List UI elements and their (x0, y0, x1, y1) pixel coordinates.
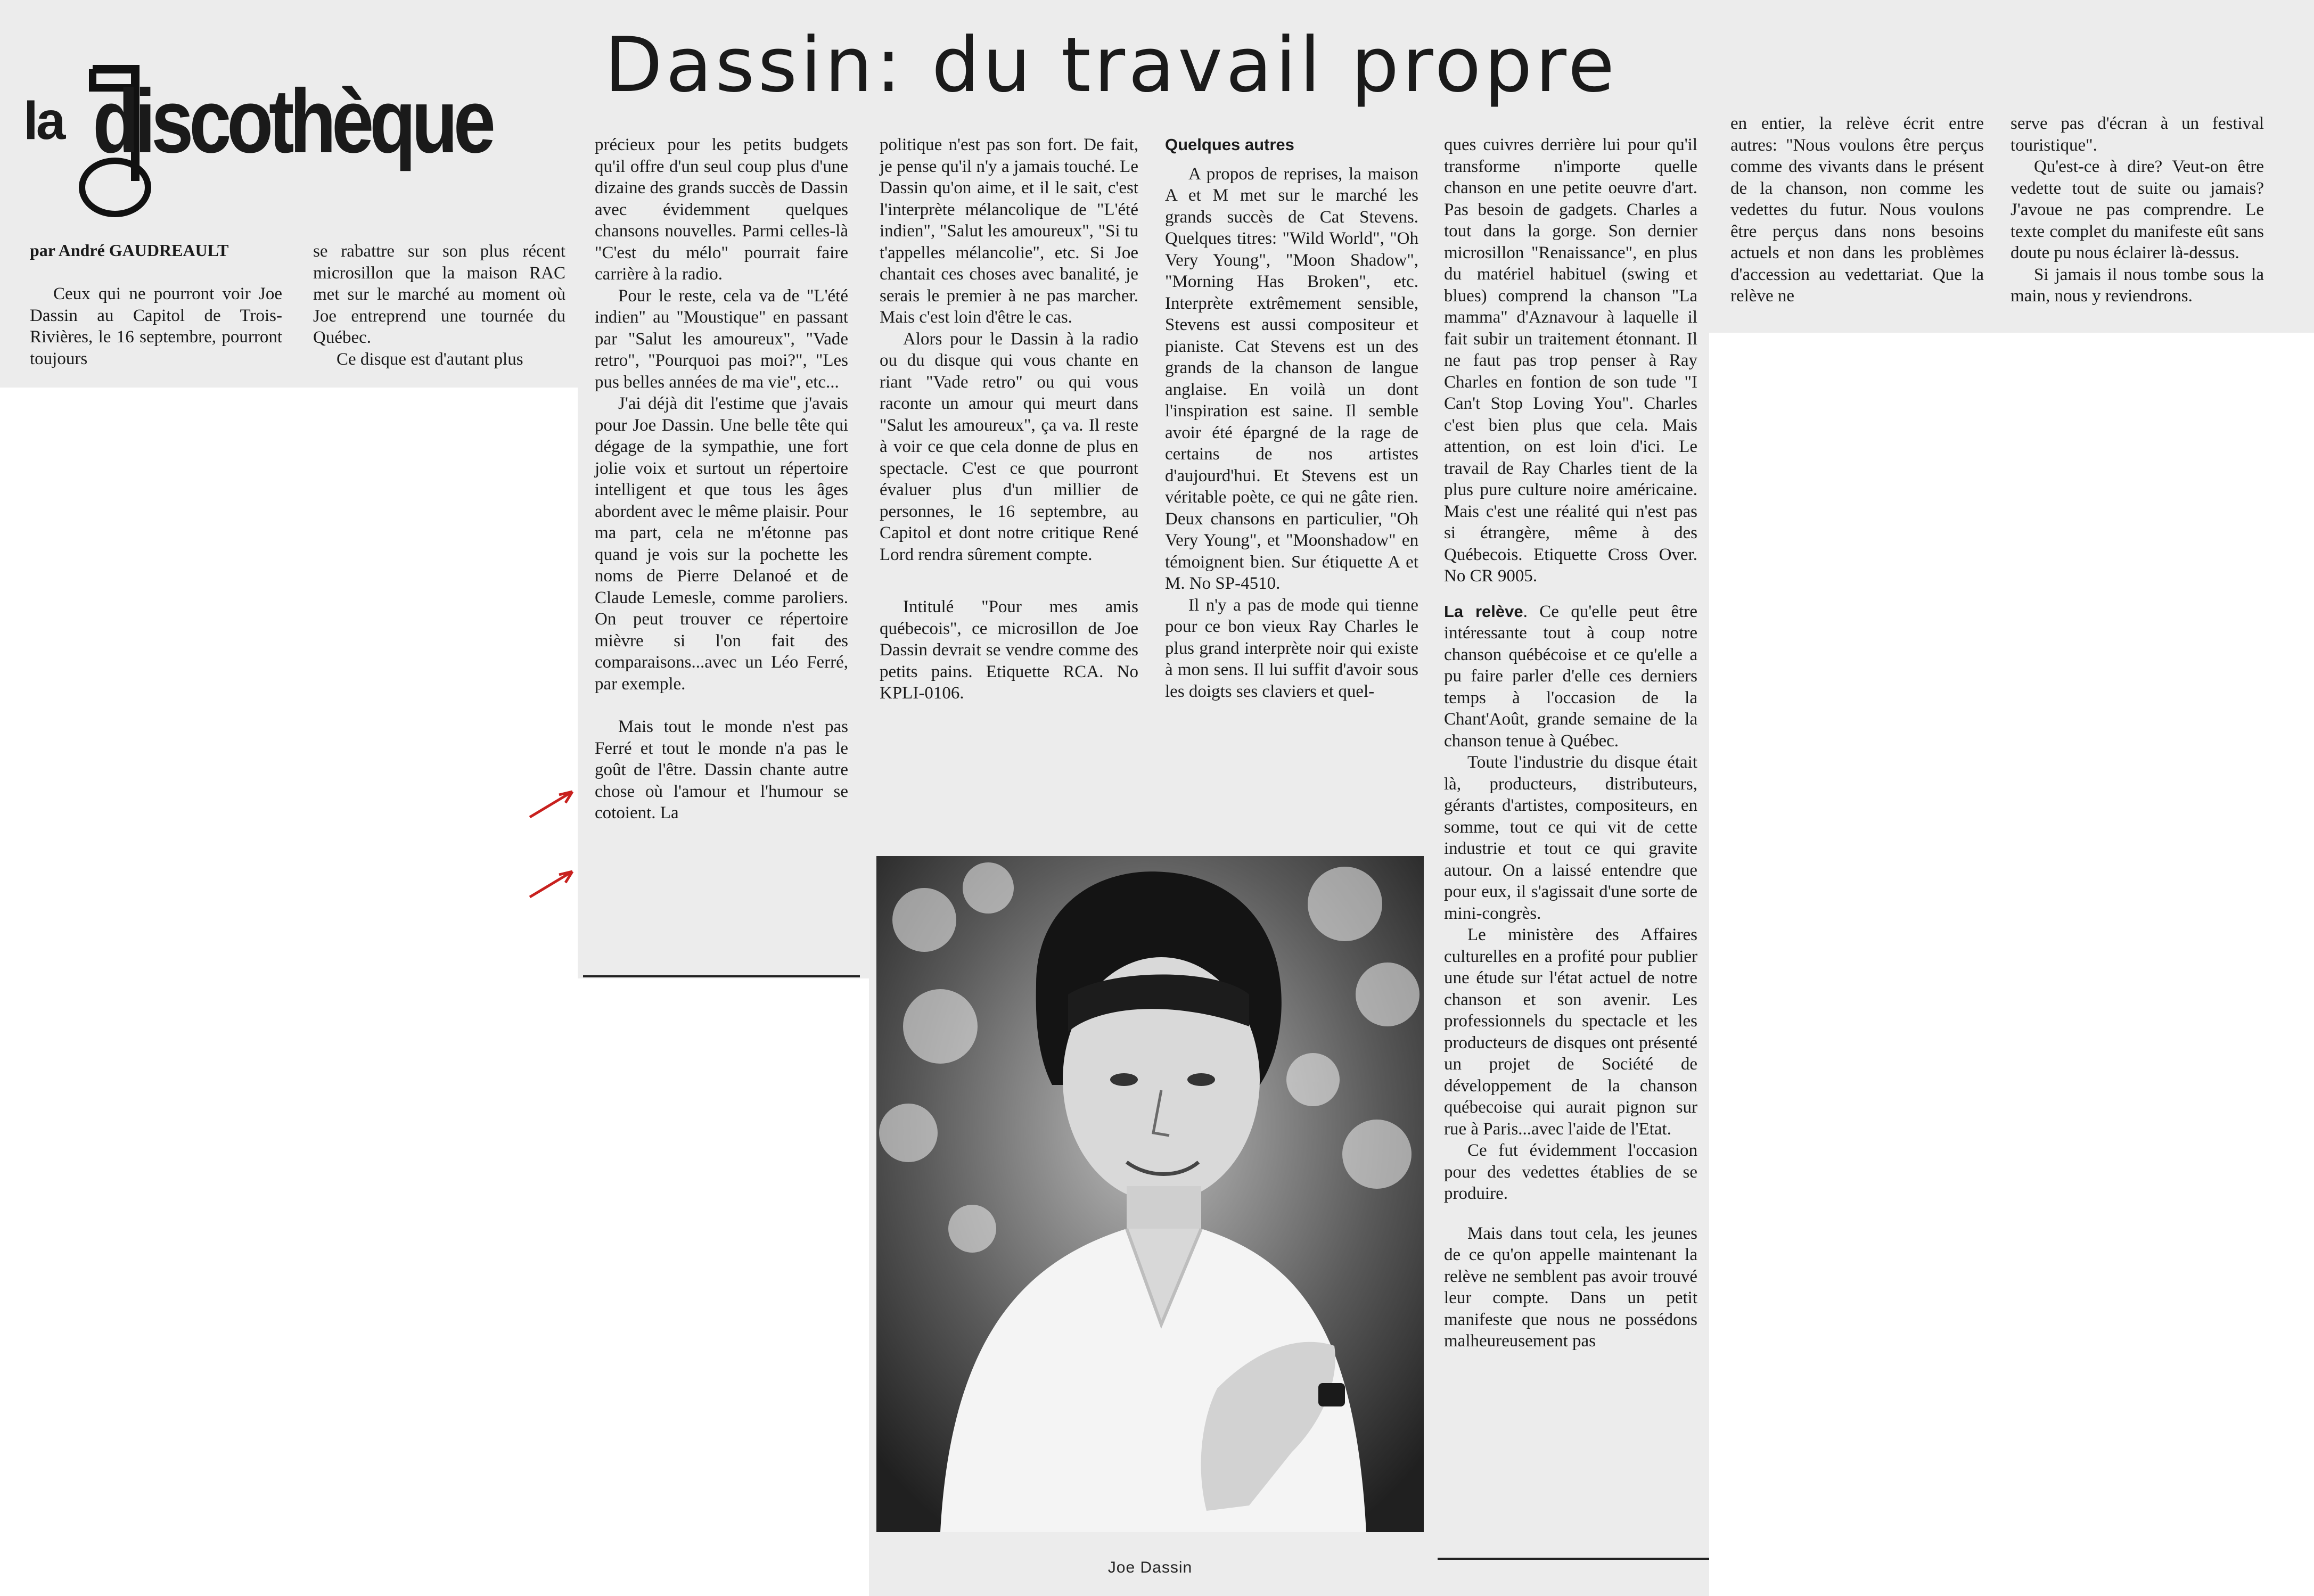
paragraph: précieux pour les petits budgets qu'il offre d'un seul coup plus d'une dizaine des grands succès de Dassin avec évidemment quelques chansons nouvelles. Parmi celles-là "C'est du mélo" pourrait faire carrière à la radio. (595, 135, 848, 284)
column-6 (1444, 134, 1697, 1352)
headline: Dassin: du travail propre (604, 21, 1618, 109)
byline-author: André GAUDREAULT (58, 241, 229, 260)
paragraph: Intitulé "Pour mes amis québecois", ce microsillon de Joe Dassin devrait se vendre comme des petits pains. Etiquette RCA. No KPLI-0106. (880, 597, 1138, 703)
column-4 (880, 134, 1138, 704)
paragraph: ques cuivres derrière lui pour qu'il transforme n'importe quelle chanson en une petite oeuvre d'art. Pas besoin de gadgets. Charles a tout dans la gorge. Son dernier microsillon "Renaissance", en plus du matériel habituel (swing et blues) comprend la chanson "La mamma" d'Aznavour à laquelle il fait subir un traitement étonnant. Il ne faut pas trop penser à Ray Charles en fontion de son tude "I Can't Stop Loving You". Charles c'est bien plus que cela. Mais attention, on est loin d'ici. Le travail de Ray Charles tient de la plus pure culture noire américaine. Mais c'est une réalité qui n'est pas si étrangère, même à des Québecois. Etiquette Cross Over. No CR 9005. (1444, 135, 1697, 586)
subheading-quelques-autres: Quelques autres (1165, 135, 1294, 154)
column-6-bottom-rule (1438, 1558, 1709, 1560)
paragraph: politique n'est pas son fort. De fait, je pense qu'il n'y a jamais touché. Le Dassin qu'on aime, et il le sait, c'est l'interprète mélancolique de "L'été indien", "Salut les amoureux", "Si tu t'appelles mélancolie", etc. Si Joe chantait ces choses avec banalité, je serais le premier à ne pas marcher. Mais c'est loin d'être le cas. (880, 135, 1138, 327)
paragraph: Si jamais il nous tombe sous la main, nous y reviendrons. (2011, 265, 2264, 306)
paragraph: serve pas d'écran à un festival touristique". (2011, 114, 2264, 155)
paragraph: Ceux qui ne pourront voir Joe Dassin au Capitol de Trois-Rivières, le 16 septembre, pourront toujours (30, 284, 282, 368)
column-8 (2011, 113, 2264, 307)
column-5 (1165, 134, 1418, 702)
paragraph: A propos de reprises, la maison A et M met sur le marché les grands succès de Cat Stevens. Quelques titres: "Wild World", "Oh Very Young", "Moon Shadow", "Morning Has Broken", etc. Interprète extrêmement sensible, Stevens est aussi compositeur et pianiste. Cat Stevens est un des grands de la chanson de langue anglaise. En voilà un dont l'inspiration est saine. Il semble avoir été épargné de la rage de certains de nos artistes d'aujourd'hui. Et Stevens est un véritable poète, ce qui ne gâte rien. Deux chansons en particulier, "Oh Very Young", et "Moonshadow" en témoignent bien. Sur étiquette A et M. No SP-4510. (1165, 164, 1418, 593)
column-1 (30, 283, 282, 369)
paragraph: Mais tout le monde n'est pas Ferré et tout le monde n'a pas le goût de l'être. Dassin chante autre chose où l'amour et l'humour se cotoient. La (595, 717, 848, 822)
paragraph: Ce disque est d'autant plus (337, 349, 523, 369)
paragraph: en entier, la relève écrit entre autres: "Nous voulons être perçus comme des vivants dans le présent de la chanson, non comme les vedettes du futur. Nous voulons être perçus dans nons besoins actuels et non dans les problèmes d'accession au vedettariat. Que la relève ne (1730, 114, 1984, 306)
column-7 (1730, 113, 1984, 307)
photo-caption: Joe Dassin (1107, 1559, 1193, 1576)
masthead-title: discothèque (93, 71, 491, 172)
portrait-photo-image (876, 856, 1424, 1532)
column-3-bottom-rule (583, 975, 860, 977)
paragraph: Pour le reste, cela va de "L'été indien" au "Moustique" en passant par "Salut les amoureux", "Vade retro", "Pourquoi pas moi?", "Les pus belles années de ma vie", etc... (595, 286, 848, 392)
paragraph: Mais dans tout cela, les jeunes de ce qu'on appelle maintenant la relève ne semblent pas avoir trouvé leur compte. Dans un petit manifeste que nous ne possédons malheureusement pas (1444, 1223, 1697, 1351)
column-3 (595, 134, 848, 824)
paragraph: Le ministère des Affaires culturelles en a profité pour publier une étude sur l'état actuel de notre chanson et son avenir. Les professionnels du spectacle et les producteurs de disques ont présenté un projet de Société de développement de la chanson québecoise qui aurait pignon sur rue à Paris...avec l'aide de l'Etat. (1444, 925, 1697, 1139)
paragraph: Qu'est-ce à dire? Veut-on être vedette tout de suite ou jamais? J'avoue ne pas comprendre. Le texte complet du manifeste eût sans doute pu nous éclairer là-dessus. (2011, 157, 2264, 262)
paragraph (1444, 601, 1697, 752)
paragraph: Ce fut évidemment l'occasion pour des vedettes établies de se produire. (1444, 1141, 1697, 1203)
photo (876, 856, 1424, 1532)
paragraph: Toute l'industrie du disque était là, producteurs, distributeurs, gérants d'artistes, compositeurs, en somme, tout ce qui vit de cette industrie et tout ce qui gravite autour. On a laissé entendre que pour eux, il s'agissait d'une sorte de mini-congrès. (1444, 753, 1697, 923)
byline-prefix: par (30, 241, 55, 260)
paragraph: Il n'y a pas de mode qui tienne pour ce bon vieux Ray Charles le plus grand interprète noir qui existe à mon sens. Il lui suffit d'avoir sous les doigts ses claviers et quel- (1165, 595, 1418, 701)
paragraph: se rabattre sur son plus récent microsillon que la maison RAC met sur le marché au moment où Joe entreprend une tournée du Québec. (313, 242, 565, 347)
byline (30, 241, 228, 260)
column-2 (313, 241, 565, 370)
arrow-annotation-icon (527, 865, 580, 902)
paragraph: J'ai déjà dit l'estime que j'avais pour Joe Dassin. Une belle tête qui dégage de la sympathie, une fort jolie voix et surtout un répertoire intelligent et que tous les âges abordent avec le même plaisir. Pour ma part, cela ne m'étonne pas quand je vois sur la pochette les noms de Pierre Delanoé et de Claude Lemesle, comme paroliers. On peut trouver ce répertoire mièvre si l'on fait des comparaisons...avec un Léo Ferré, par exemple. (595, 394, 848, 694)
masthead (23, 48, 567, 224)
subheading-la-releve: La relève (1444, 602, 1523, 621)
paragraph: Alors pour le Dassin à la radio ou du disque qui vous chante en riant "Vade retro" ou qui vous raconte un amour qui meurt dans "Salut les amoureux", ça va. Il reste à voir ce que cela donne de plus en spectacle. C'est ce que pourront évaluer plus d'un millier de personnes, le 16 septembre, au Capitol et dont notre critique René Lord rendra sûrement compte. (880, 329, 1138, 564)
paragraph-text: . Ce qu'elle peut être intéressante tout à coup notre chanson québécoise et ce qu'elle a pu faire parler d'elle ces derniers temps à l'occasion de la Chant'Août, grande semaine de la chanson tenue à Québec. (1444, 602, 1697, 751)
masthead-prefix: la (23, 91, 64, 151)
arrow-annotation-icon (527, 785, 580, 822)
